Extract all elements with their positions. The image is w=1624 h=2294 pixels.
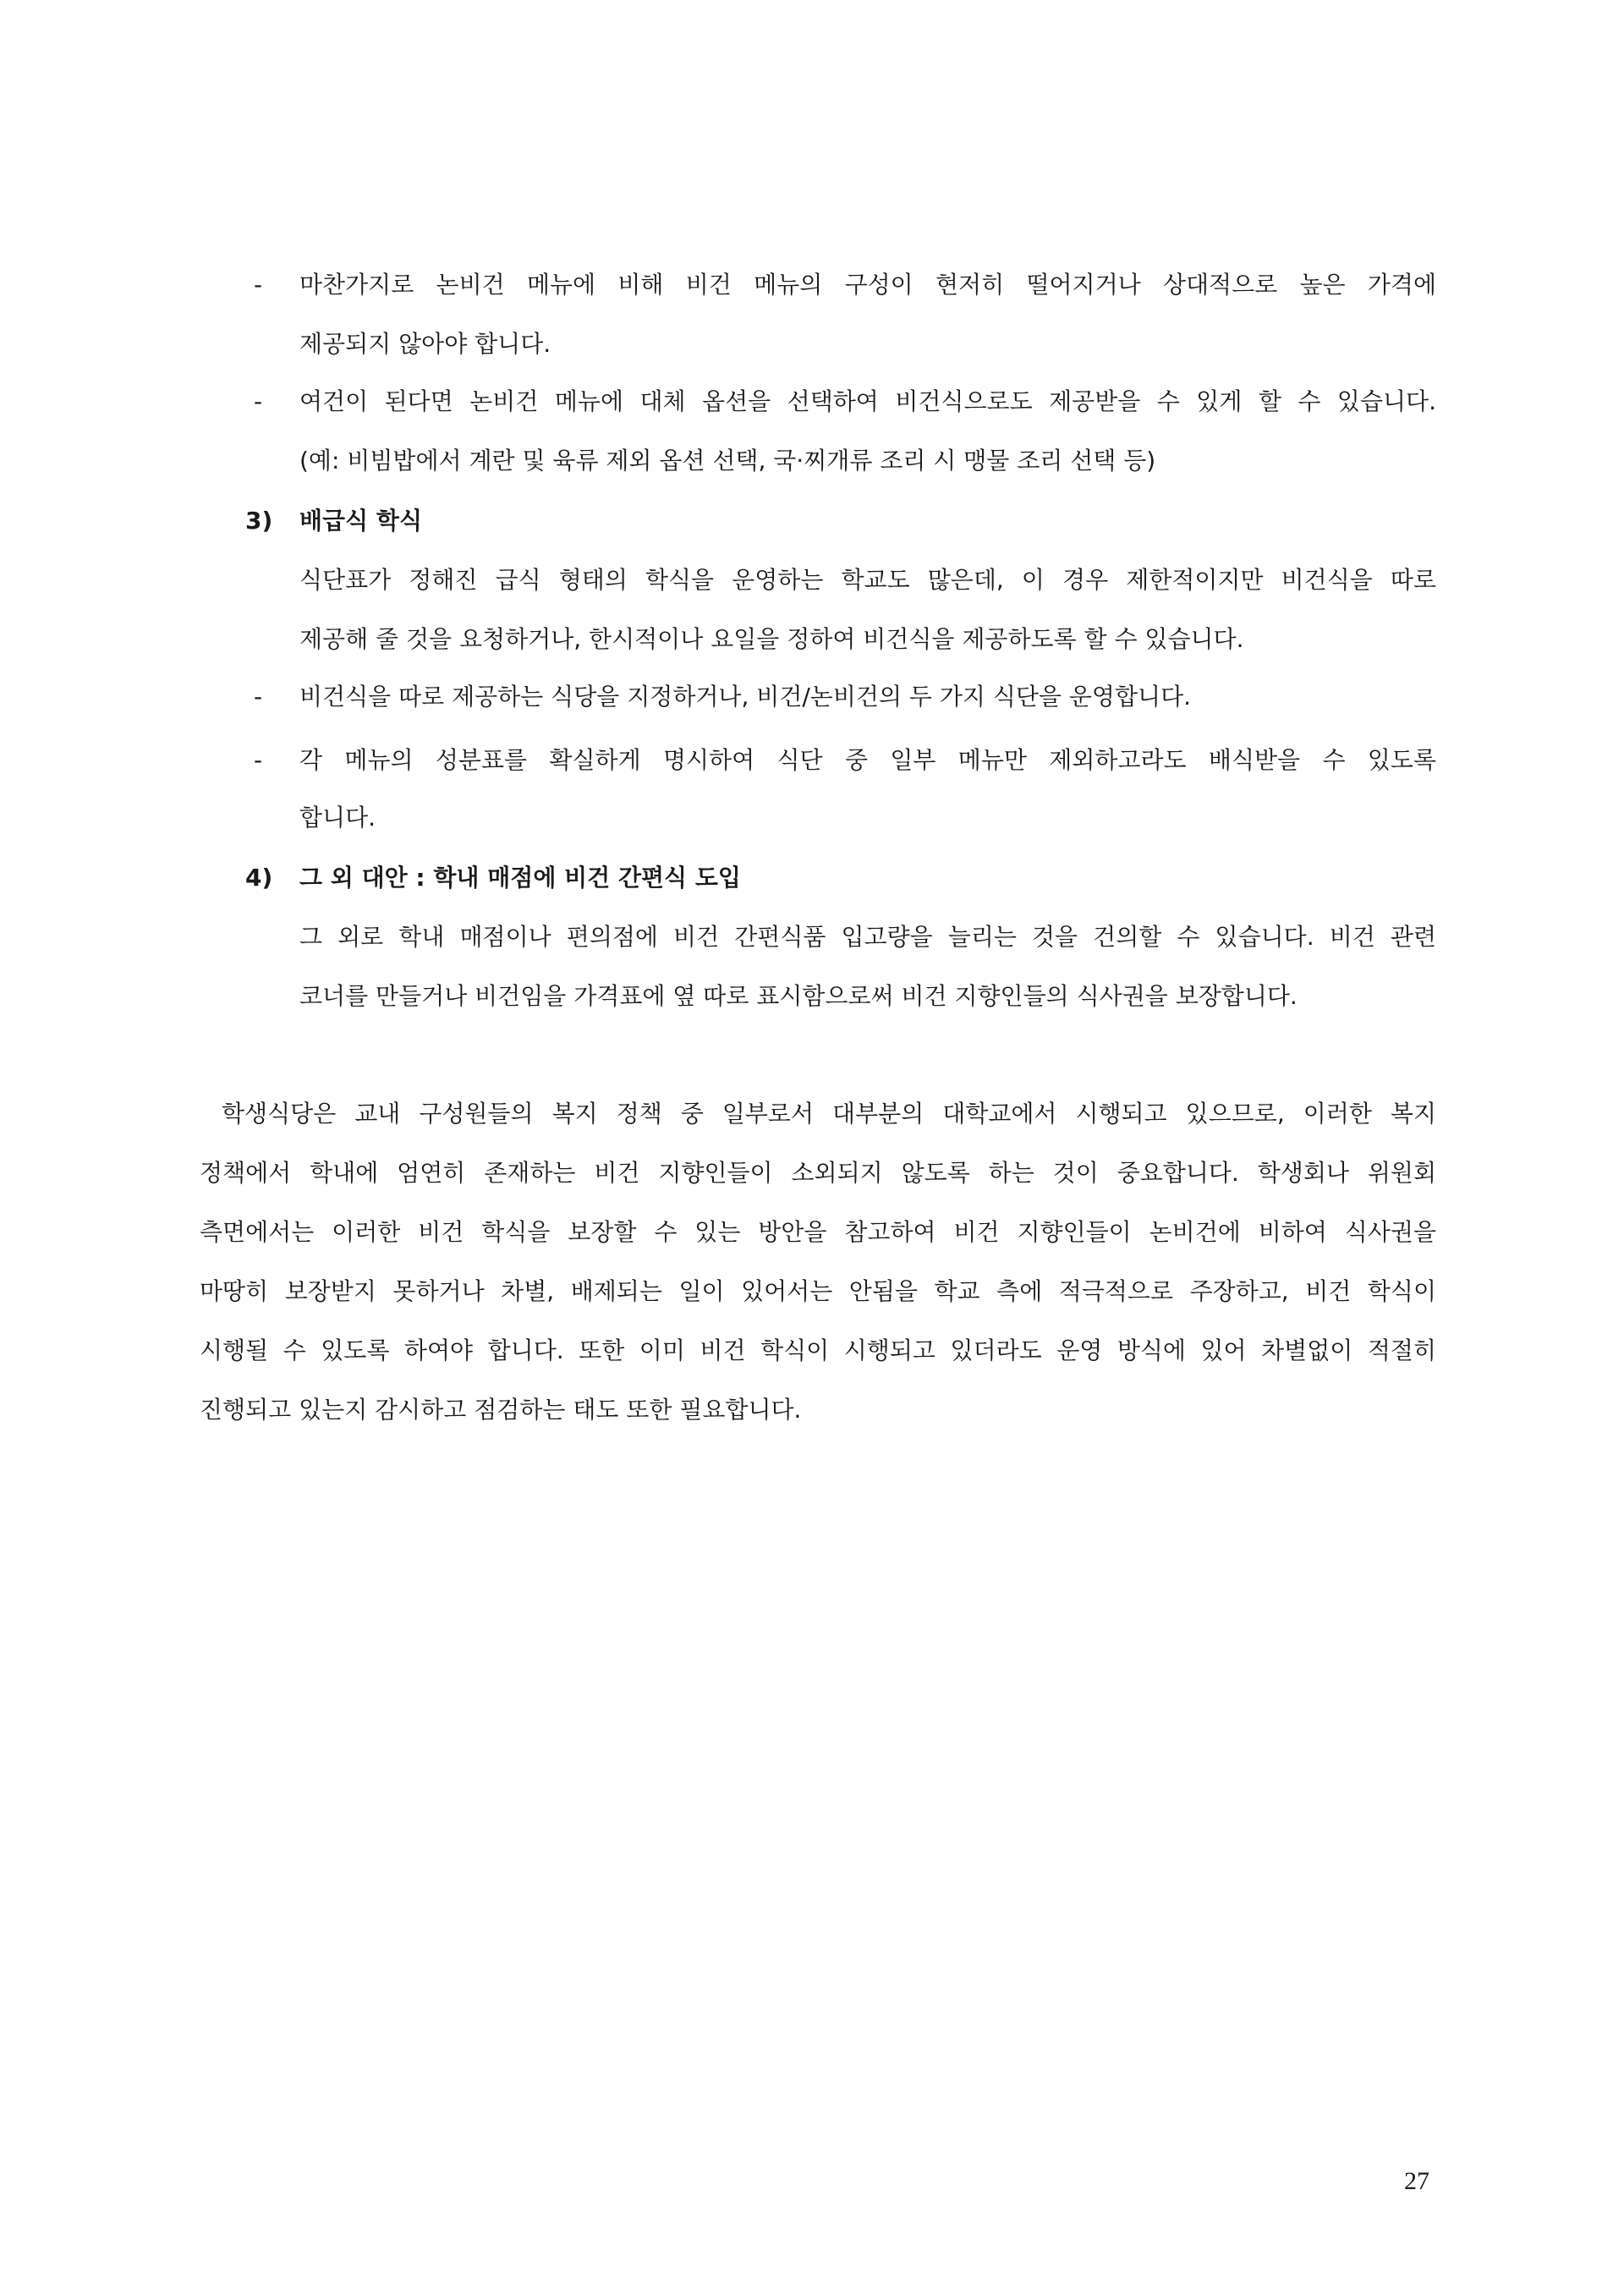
section-text-line: 코너를 만들거나 비건임을 가격표에 옆 따로 표시함으로써 비건 지향인들의 식사권을 보장합니다. — [299, 982, 1298, 1010]
section-text-line: 식단표가 정해진 급식 형태의 학식을 운영하는 학교도 많은데, 이 경우 제한적이지만 비건식을 따로 — [299, 566, 1436, 594]
bullet-dash: - — [254, 271, 263, 299]
section-text-line: 제공해 줄 것을 요청하거나, 한시적이나 요일을 정하여 비건식을 제공하도록 할 수 있습니다. — [299, 625, 1244, 653]
bullet-text-line: 비건식을 따로 제공하는 식당을 지정하거나, 비건/논비건의 두 가지 식단을 운영합니다. — [299, 683, 1192, 711]
section-text-line: 그 외로 학내 매점이나 편의점에 비건 간편식품 입고량을 늘리는 것을 건의할 수 있습니다. 비건 관련 — [299, 923, 1436, 951]
bullet-text-line: 여건이 된다면 논비건 메뉴에 대체 옵션을 선택하여 비건식으로도 제공받을 수 있게 할 수 있습니다. — [299, 387, 1436, 415]
bullet-text-line: 제공되지 않아야 합니다. — [299, 330, 551, 358]
bullet-dash: - — [254, 683, 263, 711]
conclusion-line: 학생식당은 교내 구성원들의 복지 정책 중 일부로서 대부분의 대학교에서 시행되고 있으므로, 이러한 복지 — [222, 1100, 1436, 1128]
conclusion-line: 정책에서 학내에 엄연히 존재하는 비건 지향인들이 소외되지 않도록 하는 것이 중요합니다. 학생회나 위원회 — [200, 1159, 1436, 1187]
conclusion-line: 측면에서는 이러한 비건 학식을 보장할 수 있는 방안을 참고하여 비건 지향인들이 논비건에 비하여 식사권을 — [200, 1218, 1436, 1246]
bullet-text-line: 각 메뉴의 성분표를 확실하게 명시하여 식단 중 일부 메뉴만 제외하고라도 배식받을 수 있도록 — [299, 746, 1436, 774]
section-number: 3) — [245, 507, 273, 535]
bullet-text-line: 마찬가지로 논비건 메뉴에 비해 비건 메뉴의 구성이 현저히 떨어지거나 상대적으로 높은 가격에 — [299, 271, 1436, 299]
page-number: 27 — [1404, 2167, 1429, 2195]
bullet-dash: - — [254, 387, 263, 415]
bullet-text-line: (예: 비빔밥에서 계란 및 육류 제외 옵션 선택, 국·찌개류 조리 시 맹물 조리 선택 등) — [299, 447, 1156, 475]
section-heading: 그 외 대안 : 학내 매점에 비건 간편식 도입 — [299, 864, 741, 892]
conclusion-line: 시행될 수 있도록 하여야 합니다. 또한 이미 비건 학식이 시행되고 있더라도 운영 방식에 있어 차별없이 적절히 — [200, 1336, 1436, 1364]
section-heading: 배급식 학식 — [299, 507, 422, 535]
conclusion-line: 마땅히 보장받지 못하거나 차별, 배제되는 일이 있어서는 안됨을 학교 측에 적극적으로 주장하고, 비건 학식이 — [200, 1277, 1436, 1305]
conclusion-line: 진행되고 있는지 감시하고 점검하는 태도 또한 필요합니다. — [200, 1396, 802, 1424]
bullet-text-line: 합니다. — [299, 804, 376, 831]
bullet-dash: - — [254, 746, 263, 774]
section-number: 4) — [245, 864, 273, 892]
